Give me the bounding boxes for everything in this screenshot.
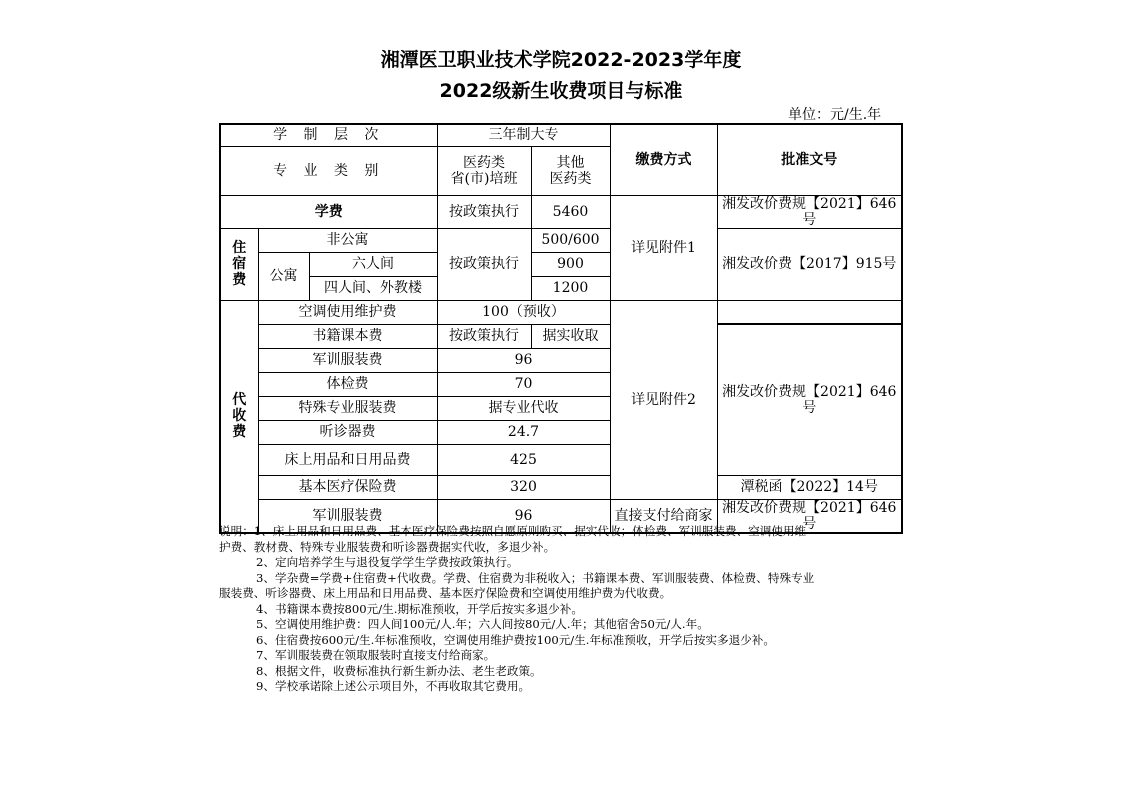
note-line: 5、空调使用维护费：四人间100元/人.年；六人间按80元/人.年；其他宿舍50元/人.年。 xyxy=(256,617,709,631)
note-line: 6、住宿费按600元/生.年标准预收，空调使用维护费按100元/生.年标准预收，开学后按实多退少补。 xyxy=(256,632,775,647)
row-tuition-c2: 5460 xyxy=(531,195,610,228)
blank-approval xyxy=(717,300,902,324)
agent-fee-group-label: 代 收 费 xyxy=(220,300,258,533)
row-bedding-label: 床上用品和日用品费 xyxy=(258,444,437,475)
uniform2-payment: 直接支付给商家 xyxy=(610,499,717,533)
row-special-value: 据专业代收 xyxy=(437,396,610,420)
row-insurance-value: 320 xyxy=(437,475,610,499)
note-line: 护费、教材费、特殊专业服装费和听诊器费据实代收，多退少补。 xyxy=(219,539,556,554)
row-four-person-label: 四人间、外教楼 xyxy=(309,276,437,300)
note-line: 2、定向培养学生与退役复学学生学费按政策执行。 xyxy=(256,555,519,569)
header-major: 专 业 类 别 xyxy=(220,146,437,195)
row-ac-value: 100（预收） xyxy=(437,300,610,324)
row-books-label: 书籍课本费 xyxy=(258,324,437,348)
row-tuition-label: 学费 xyxy=(220,195,437,228)
header-level-value: 三年制大专 xyxy=(437,124,610,146)
row-books-c2: 据实收取 xyxy=(531,324,610,348)
header-col-medical-training: 医药类 省(市)培班 xyxy=(437,146,531,195)
row-ac-label: 空调使用维护费 xyxy=(258,300,437,324)
row-six-person-value: 900 xyxy=(531,252,610,276)
row-books-c1: 按政策执行 xyxy=(437,324,531,348)
row-exam-value: 70 xyxy=(437,372,610,396)
note-line: 服装费、听诊器费、床上用品和日用品费、基本医疗保险费和空调使用维护费为代收费。 xyxy=(219,586,672,600)
row-special-label: 特殊专业服装费 xyxy=(258,396,437,420)
agent-approval: 湘发改价费规【2021】646号 xyxy=(717,324,902,475)
row-bedding-value: 425 xyxy=(437,444,610,475)
row-uniform-label: 军训服装费 xyxy=(258,348,437,372)
note-line: 4、书籍课本费按800元/生.期标准预收，开学后按实多退少补。 xyxy=(256,601,583,616)
row-four-person-value: 1200 xyxy=(531,276,610,300)
document-title: 湘潭医卫职业技术学院2022-2023学年度 xyxy=(380,49,742,71)
notes-section xyxy=(219,524,904,695)
row-non-apartment-label: 非公寓 xyxy=(258,228,437,252)
header-payment: 缴费方式 xyxy=(610,124,717,195)
note-line: 9、学校承诺除上述公示项目外，不再收取其它费用。 xyxy=(256,679,531,693)
header-approval: 批准文号 xyxy=(717,124,902,195)
row-uniform-value: 96 xyxy=(437,348,610,372)
note-line: 3、学杂费=学费+住宿费+代收费。学费、住宿费为非税收入；书籍课本费、军训服装费、体检费、特殊专业 xyxy=(256,570,815,585)
row-stethoscope-value: 24.7 xyxy=(437,420,610,444)
agent-payment: 详见附件2 xyxy=(610,300,717,499)
row-six-person-label: 六人间 xyxy=(309,252,437,276)
insurance-approval: 潭税函【2022】14号 xyxy=(717,475,902,499)
housing-approval: 湘发改价费【2017】915号 xyxy=(717,228,902,300)
apartment-group-label: 公寓 xyxy=(258,252,309,300)
row-stethoscope-label: 听诊器费 xyxy=(258,420,437,444)
housing-policy: 按政策执行 xyxy=(437,228,531,300)
row-insurance-label: 基本医疗保险费 xyxy=(258,475,437,499)
housing-payment: 详见附件1 xyxy=(610,195,717,300)
unit-label: 单位：元/生.年 xyxy=(788,107,882,123)
row-uniform2-label: 军训服装费 xyxy=(258,499,437,533)
header-level: 学 制 层 次 xyxy=(220,124,437,146)
row-non-apartment-value: 500/600 xyxy=(531,228,610,252)
row-tuition-c1: 按政策执行 xyxy=(437,195,531,228)
note-line: 说明：1、床上用品和日用品费、基本医疗保险费按照自愿原则购买、据实代收；体检费、军训服装费、空调使用维 xyxy=(219,524,807,538)
note-line: 7、军训服装费在领取服装时直接支付给商家。 xyxy=(256,648,496,662)
document-subtitle: 2022级新生收费项目与标准 xyxy=(439,80,683,102)
row-uniform2-value: 96 xyxy=(437,499,610,533)
row-exam-label: 体检费 xyxy=(258,372,437,396)
note-line: 8、根据文件，收费标准执行新生新办法、老生老政策。 xyxy=(256,663,542,678)
header-col-other-medical: 其他 医药类 xyxy=(531,146,610,195)
uniform2-approval: 湘发改价费规【2021】646号 xyxy=(717,499,902,533)
fee-table xyxy=(219,123,903,534)
housing-group-label: 住 宿 费 xyxy=(220,228,258,300)
tuition-approval: 湘发改价费规【2021】646号 xyxy=(717,195,902,228)
